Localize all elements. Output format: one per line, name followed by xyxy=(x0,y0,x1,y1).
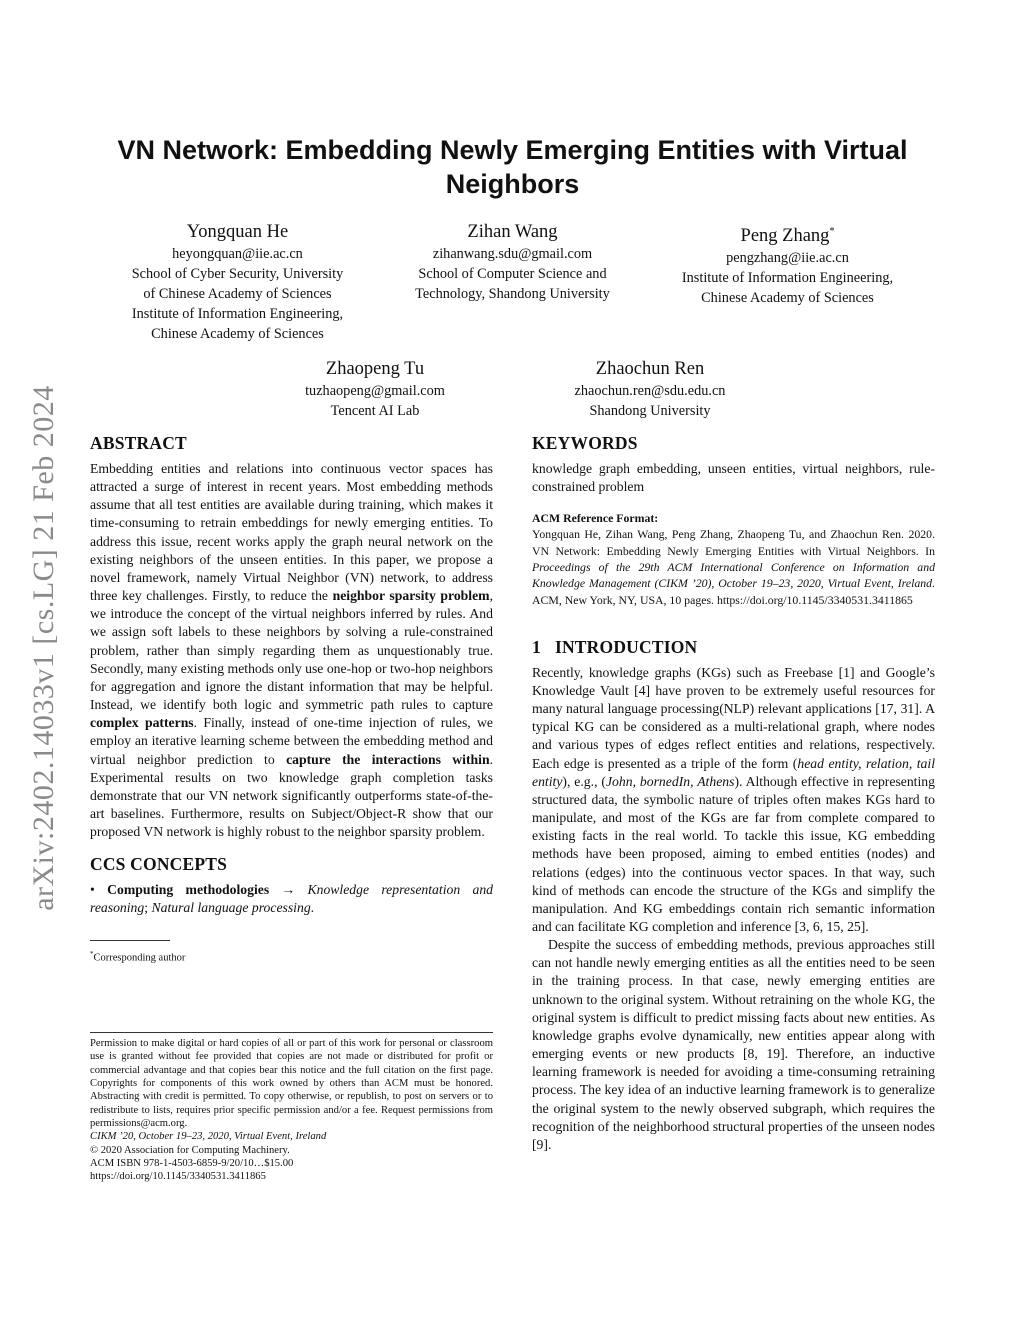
abstract-emphasis: neighbor sparsity problem xyxy=(332,588,490,604)
doi-line: https://doi.org/10.1145/3340531.3411865 xyxy=(90,1171,266,1183)
author-name: Zhaopeng Tu xyxy=(325,359,425,379)
conference-venue-text: CIKM ’20, October 19–23, 2020, Virtual Event, Ireland xyxy=(90,1131,327,1143)
author-email: tuzhaopeng@gmail.com xyxy=(305,383,445,399)
ccs-concepts-heading: CCS CONCEPTS xyxy=(90,854,228,875)
acm-reference-heading: ACM Reference Format: xyxy=(532,511,659,526)
acm-reference-run: Yongquan He, Zihan Wang, Peng Zhang, Zhaopeng Tu, and Zhaochun Ren. 2020. VN Network: Embedding Newly Emerging Entities with Virtual Neighbors. In xyxy=(532,527,935,558)
author-affiliation-line: School of Cyber Security, University xyxy=(131,266,344,282)
abstract-text xyxy=(90,460,493,841)
footnote-mark: * xyxy=(90,949,94,958)
author-affiliation-line: Institute of Information Engineering, xyxy=(131,306,344,322)
author-email: pengzhang@iie.ac.cn xyxy=(726,250,849,267)
author-affiliation-line: Institute of Information Engineering, xyxy=(681,270,894,287)
author-affiliation-line: of Chinese Academy of Sciences xyxy=(143,286,332,302)
intro-italic: head entity, relation, tail entity xyxy=(532,755,936,789)
author-affiliation-line: Technology, Shandong University xyxy=(415,286,610,302)
acm-reference-text xyxy=(532,526,935,607)
footnote xyxy=(90,947,493,966)
section-title: INTRODUCTION xyxy=(554,636,698,657)
ccs-separator: ; xyxy=(144,900,152,916)
conference-venue xyxy=(90,1130,493,1143)
ccs-concepts-text xyxy=(90,881,493,917)
intro-italic: John, bornedIn, Athens xyxy=(605,773,735,789)
author-affiliation-line: Tencent AI Lab xyxy=(330,403,420,419)
abstract-emphasis: complex patterns xyxy=(90,715,194,731)
abstract-run: , we introduce the concept of the virtual neighbors inferred by rules. And we assign soft labels to these neighbors by solving a rule-constrained problem, rather than simply regarding them as unquestionably true. Secondly, many existing methods only use one-hop or two-hop neighbors for aggregation and ignore the distant information that may be helpful. Instead, we identify both logic and symmetric path rules to capture xyxy=(90,588,493,713)
left-column xyxy=(90,432,493,965)
ccs-subconcept: Knowledge representation and reasoning xyxy=(90,882,494,916)
acm-reference-proceedings: Proceedings of the 29th ACM International Conference on Information and Knowledge Management (CIKM ’20), October 19–23, 2020, Virtual Event, Ireland xyxy=(532,559,935,591)
copyright-line: © 2020 Association for Computing Machinery. xyxy=(90,1144,290,1156)
author-block xyxy=(265,357,485,421)
author-affiliation-line: Chinese Academy of Sciences xyxy=(701,290,874,307)
introduction-paragraph xyxy=(532,664,935,936)
acm-reference-run: . ACM, New York, NY, USA, 10 pages. https://doi.org/10.1145/3340531.3411865 xyxy=(532,576,935,607)
footnote-divider xyxy=(90,940,170,941)
abstract-emphasis: capture the interactions within xyxy=(286,751,490,767)
paper-title: VN Network: Embedding Newly Emerging Entities with Virtual Neighbors xyxy=(117,135,908,199)
ccs-arrow: → xyxy=(269,882,308,898)
author-name: Zihan Wang xyxy=(467,222,558,242)
author-email: zihanwang.sdu@gmail.com xyxy=(432,246,593,262)
abstract-heading: ABSTRACT xyxy=(90,433,187,453)
keywords-text: knowledge graph embedding, unseen entities, virtual neighbors, rule-constrained problem xyxy=(532,461,935,495)
permission-notice xyxy=(90,1032,493,1184)
section-number: 1 xyxy=(532,636,541,657)
ccs-concept: Computing methodologies xyxy=(107,882,270,898)
author-affiliation-line: Shandong University xyxy=(589,403,711,419)
arxiv-identifier-text: arXiv:2402.14033v1 [cs.LG] 21 Feb 2024 xyxy=(27,385,61,911)
author-block xyxy=(535,357,765,421)
permission-text: Permission to make digital or hard copies of all or part of this work for personal or classroom use is granted without fee provided that copies are not made or distributed for profit or commercial advantage and that copies bear this notice and the full citation on the first page. Copyrights for components of this work owned by others than ACM must be honored. Abstracting with credit is permitted. To copy otherwise, or republish, to post on servers or to redistribute to lists, requires prior specific permission and/or a fee. Request permissions from permissions@acm.org. xyxy=(90,1038,493,1130)
introduction-paragraph: Despite the success of embedding methods, previous approaches still can not handle newly emerging entities as all the entities need to be seen in the training process. In that case, newly emerging entities are unknown to the original system. Without retraining on the whole KG, the original system is difficult to predict missing facts about new entities. As knowledge graphs evolve dynamically, new entities appear along with emerging events or new products [8, 19]. Therefore, an inductive learning framework is needed for avoiding a time-consuming retraining process. The key idea of an inductive learning framework is to generalize the original system to the newly observed subgraph, which requires the recognition of the neighborhood structural properties of the unseen nodes [9]. xyxy=(532,937,935,1152)
author-name: Peng Zhang xyxy=(740,226,830,247)
author-block xyxy=(105,220,370,344)
arxiv-identifier-stamp xyxy=(14,353,74,943)
intro-run: ), e.g., ( xyxy=(562,773,606,789)
corresponding-author-mark: * xyxy=(829,226,835,237)
footnote-text: Corresponding author xyxy=(93,952,186,964)
isbn-line: ACM ISBN 978-1-4503-6859-9/20/10…$15.00 xyxy=(90,1158,294,1170)
introduction-heading xyxy=(532,636,935,658)
right-column xyxy=(532,432,935,1154)
author-affiliation-line: Chinese Academy of Sciences xyxy=(151,326,324,342)
author-name-line xyxy=(655,220,920,248)
author-email: heyongquan@iie.ac.cn xyxy=(172,246,303,262)
author-block xyxy=(385,220,640,304)
ccs-end: . xyxy=(310,900,315,916)
author-affiliation-line: School of Computer Science and xyxy=(418,266,607,282)
ccs-subconcept: Natural language processing xyxy=(151,900,311,916)
author-name: Zhaochun Ren xyxy=(595,359,705,379)
intro-run: Recently, knowledge graphs (KGs) such as Freebase [1] and Google’s Knowledge Vault [4] have proven to be extremely useful resources for many natural language processing(NLP) relevant applications [17, 31]. A typical KG can be considered as a multi-relational graph, where nodes and various types of edges reflect entities and relations, respectively. Each edge is presented as a triple of the form ( xyxy=(532,664,935,771)
keywords-heading: KEYWORDS xyxy=(532,433,638,453)
abstract-run: . Experimental results on two knowledge graph completion tasks demonstrate that our VN network significantly outperforms state-of-the-art baselines. Furthermore, results on Subject/Object-R show that our proposed VN network is highly robust to the neighbor sparsity problem. xyxy=(90,751,493,840)
intro-run: ). Although effective in representing structured data, the symbolic nature of triples often makes KGs hard to manipulate, and most of the KGs are far from complete compared to existing facts in the real world. To tackle this issue, KG embedding methods have been proposed, aiming to embed entities (nodes) and relations (edges) into the continuous vector spaces. In that way, such kind of methods can encode the structure of the KGs and simplify the manipulation. And KG embeddings contain rich semantic information and can facilitate KG completion and inference [3, 6, 15, 25]. xyxy=(532,773,935,934)
abstract-run: Embedding entities and relations into continuous vector spaces has attracted a surge of interest in recent years. Most embedding methods assume that all test entities are available during training, which makes it time-consuming to retrain embeddings for newly emerging entities. To address this issue, recent works apply the graph neural network on the existing neighbors of the unseen entities. In this paper, we propose a novel framework, namely Virtual Neighbor (VN) network, to address three key challenges. Firstly, to reduce the xyxy=(90,461,493,604)
abstract-run: . Finally, instead of one-time injection of rules, we employ an iterative learning scheme between the embedding method and virtual neighbor prediction to xyxy=(90,715,493,767)
author-name: Yongquan He xyxy=(186,222,289,242)
author-block xyxy=(655,220,920,308)
ccs-bullet: • xyxy=(90,882,108,898)
author-email: zhaochun.ren@sdu.edu.cn xyxy=(574,383,726,399)
